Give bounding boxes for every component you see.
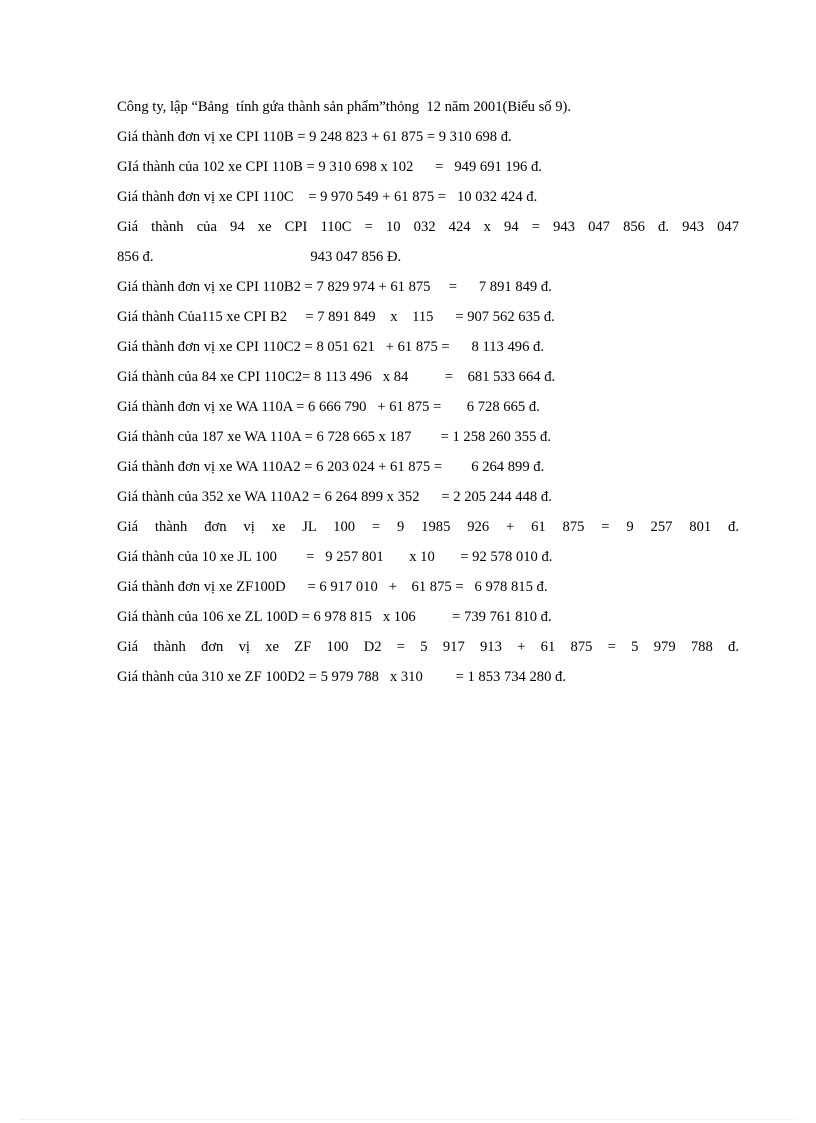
- document-body: [117, 92, 739, 692]
- text-line: Giá thành của 106 xe ZL 100D = 6 978 815 x 106 = 739 761 810 đ.: [117, 609, 552, 625]
- text-line: Giá thành của 84 xe CPI 110C2= 8 113 496 x 84 = 681 533 664 đ.: [117, 369, 556, 385]
- text-line: Giá thành của 352 xe WA 110A2 = 6 264 899 x 352 = 2 205 244 448 đ.: [117, 489, 552, 505]
- text-line: Giá thành đơn vị xe ZF100D = 6 917 010 + 61 875 = 6 978 815 đ.: [117, 579, 548, 595]
- intro-line: Công ty, lập “Bảng tính gứa thành sản phẩm”thỏng 12 năm 2001(Biểu số 9).: [117, 99, 572, 115]
- text-line: Giá thành Của115 xe CPI B2 = 7 891 849 x 115 = 907 562 635 đ.: [117, 309, 555, 325]
- text-line: Giá thành đơn vị xe CPI 110C = 9 970 549 + 61 875 = 10 032 424 đ.: [117, 189, 538, 205]
- text-line: Giá thành đơn vị xe CPI 110C2 = 8 051 621 + 61 875 = 8 113 496 đ.: [117, 339, 544, 355]
- text-line: 856 đ. 943 047 856 Đ.: [117, 249, 402, 265]
- text-line: Giá thành đơn vị xe JL 100 = 9 1985 926 + 61 875 = 9 257 801 đ.: [117, 519, 739, 535]
- page-bottom-rule: [20, 1119, 796, 1121]
- text-line: Giá thành của 94 xe CPI 110C = 10 032 424 x 94 = 943 047 856 đ. 943 047: [117, 219, 739, 235]
- text-line: Giá thành của 187 xe WA 110A = 6 728 665 x 187 = 1 258 260 355 đ.: [117, 429, 551, 445]
- text-line: Giá thành đơn vị xe WA 110A = 6 666 790 + 61 875 = 6 728 665 đ.: [117, 399, 540, 415]
- text-line: Giá thành đơn vị xe CPI 110B = 9 248 823 + 61 875 = 9 310 698 đ.: [117, 129, 512, 145]
- text-line: GIá thành của 102 xe CPI 110B = 9 310 698 x 102 = 949 691 196 đ.: [117, 159, 542, 175]
- text-line: Giá thành của 310 xe ZF 100D2 = 5 979 788 x 310 = 1 853 734 280 đ.: [117, 669, 566, 685]
- text-line: Giá thành đơn vị xe CPI 110B2 = 7 829 974 + 61 875 = 7 891 849 đ.: [117, 279, 552, 295]
- text-line: Giá thành đơn vị xe WA 110A2 = 6 203 024 + 61 875 = 6 264 899 đ.: [117, 459, 545, 475]
- text-line: Giá thành của 10 xe JL 100 = 9 257 801 x 10 = 92 578 010 đ.: [117, 549, 553, 565]
- text-line: Giá thành đơn vị xe ZF 100 D2 = 5 917 913 + 61 875 = 5 979 788 đ.: [117, 639, 739, 655]
